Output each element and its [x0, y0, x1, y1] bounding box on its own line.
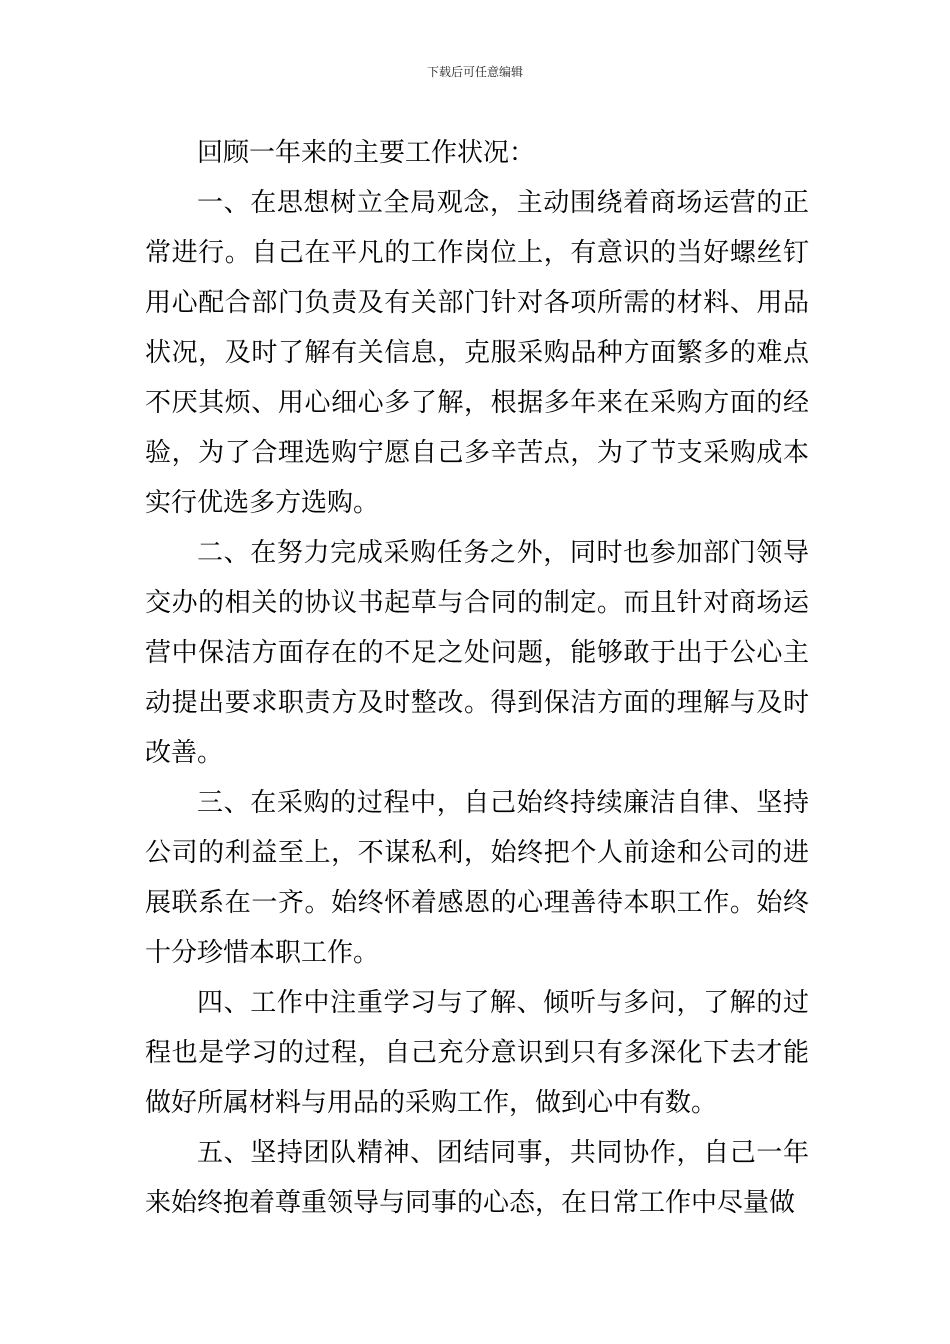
paragraph-5: 五、坚持团队精神、团结同事，共同协作，自己一年来始终抱着尊重领导与同事的心态，在日常工作中尽量做	[145, 1138, 809, 1218]
paragraph-intro: 回顾一年来的主要工作状况：	[197, 138, 536, 168]
paragraph-3: 三、在采购的过程中，自己始终持续廉洁自律、坚持公司的利益至上，不谋私利，始终把个人前途和公司的进展联系在一齐。始终怀着感恩的心理善待本职工作。始终十分珍惜本职工作。	[145, 788, 809, 968]
paragraph-2: 二、在努力完成采购任务之外，同时也参加部门领导交办的相关的协议书起草与合同的制定。而且针对商场运营中保洁方面存在的不足之处问题，能够敢于出于公心主动提出要求职责方及时整改。得到保洁方面的理解与及时改善。	[145, 538, 809, 768]
page-header: 下载后可任意编辑	[426, 65, 523, 79]
paragraph-1: 一、在思想树立全局观念，主动围绕着商场运营的正常进行。自己在平凡的工作岗位上，有意识的当好螺丝钉用心配合部门负责及有关部门针对各项所需的材料、用品状况，及时了解有关信息，克服采购品种方面繁多的难点不厌其烦、用心细心多了解，根据多年来在采购方面的经验，为了合理选购宁愿自己多辛苦点，为了节支采购成本实行优选多方选购。	[145, 188, 809, 518]
document-body	[145, 128, 809, 1228]
paragraph-4: 四、工作中注重学习与了解、倾听与多问，了解的过程也是学习的过程，自己充分意识到只有多深化下去才能做好所属材料与用品的采购工作，做到心中有数。	[145, 988, 809, 1118]
